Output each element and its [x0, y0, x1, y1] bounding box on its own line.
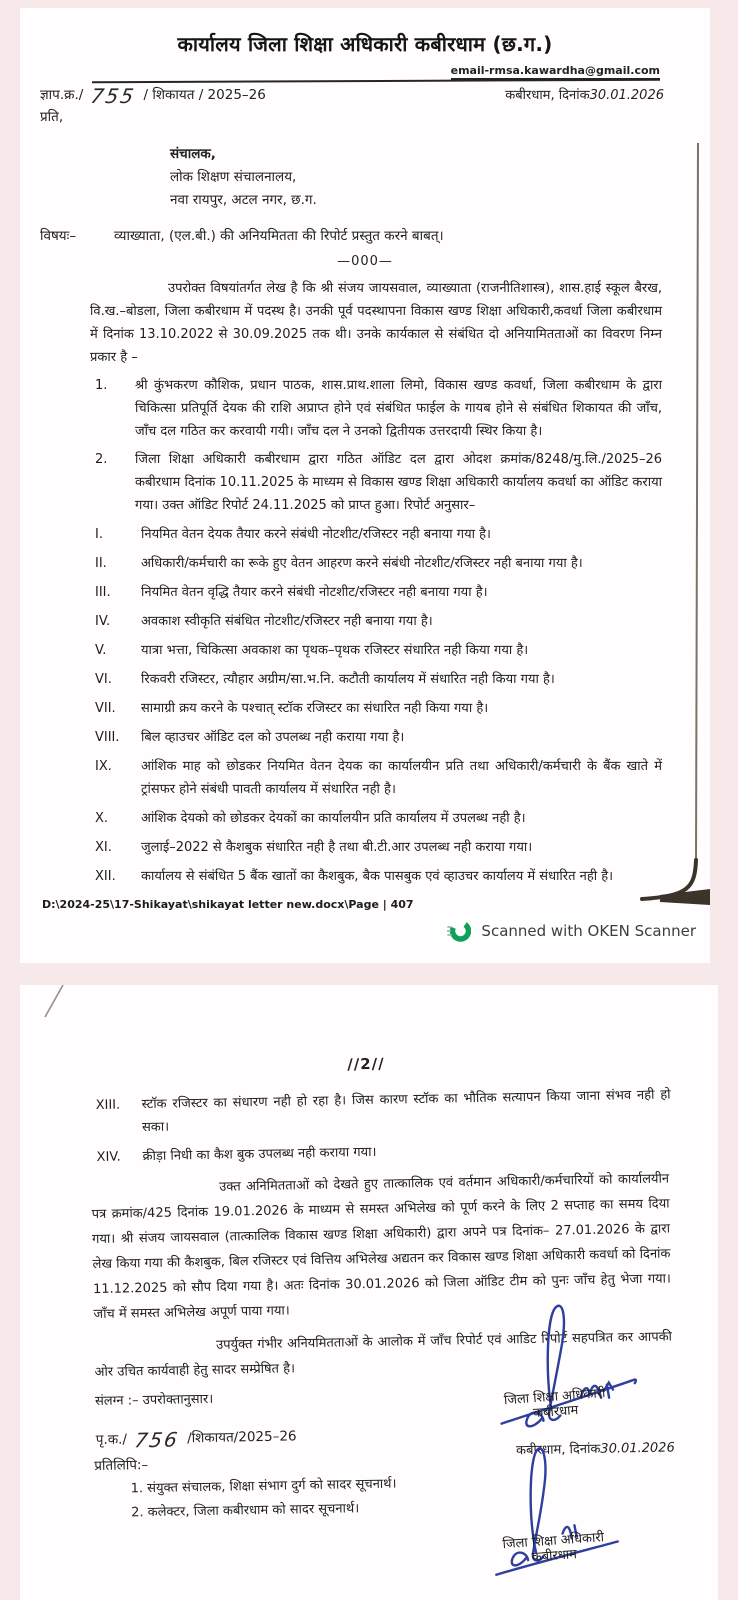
roman-number: XIV.	[96, 1149, 121, 1165]
page-number: //2//	[347, 1054, 385, 1074]
finding-text: क्रीड़ा निधी का कैश बुक उपलब्ध नही कराया गया।	[142, 1144, 377, 1165]
memo-number	[40, 84, 266, 108]
item-text: जिला शिक्षा अधिकारी कबीरधाम द्वारा गठित ऑडिट दल द्वारा ओदश क्रमांक/8248/मु.लि./2025–26 कबीरधाम दिनांक 10.11.2025 के माध्यम से विकास खण्ड शिक्षा अधिकारी कार्यालय कवर्धा का ऑडिट कराया गया। उक्त ऑडिट रिपोर्ट 24.11.2025 को प्राप्त हुआ। रिपोर्ट अनुसार–	[135, 452, 662, 513]
page2-findings	[20, 1083, 717, 1171]
finding-text: बिल व्हाउचर ऑडिट दल को उपलब्ध नही कराया गया है।	[141, 730, 405, 745]
subject-label: विषयः–	[40, 228, 77, 244]
signatory-place: कबीरधाम	[531, 1547, 578, 1566]
finding-item	[95, 581, 662, 604]
oken-scanner-badge	[443, 915, 704, 947]
email-row	[20, 59, 660, 78]
roman-number: VIII.	[95, 730, 120, 745]
copy-recipient: 1. संयुक्त संचालक, शिक्षा संभाग दुर्ग को सादर सूचनार्थ।	[130, 1476, 397, 1497]
roman-number: V.	[95, 643, 107, 658]
finding-item	[95, 1083, 671, 1140]
finding-text: अवकाश स्वीकृति संबंधित नोटशीट/रजिस्टर नही बनाया गया है।	[141, 614, 433, 629]
signatory-title: जिला शिक्षा अधिकारी	[503, 1386, 606, 1409]
finding-item	[96, 1135, 671, 1169]
memo-number-handwritten: 755	[89, 84, 138, 108]
finding-item	[95, 639, 662, 662]
reference-row	[40, 84, 664, 108]
recipient-line: लोक शिक्षण संचालनालय,	[170, 169, 297, 185]
letter-date: 30.01.2026	[589, 88, 664, 103]
endorsement-place-date	[516, 1437, 675, 1458]
subject-text: व्याख्याता, (एल.बी.) की अनियमितता की रिपोर्ट प्रस्तुत करने बाबत्।	[114, 228, 444, 244]
place-date-label: कबीरधाम, दिनांक	[505, 88, 590, 103]
page2-content	[20, 985, 718, 1600]
finding-text: नियमित वेतन वृद्धि तैयार करने संबंधी नोटशीट/रजिस्टर नही बनाया गया है।	[141, 585, 488, 600]
finding-text: आंशिक देयको को छोडकर देयकों का कार्यालयीन प्रति कार्यालय में उपलब्ध नही है।	[141, 811, 526, 826]
finding-item	[95, 807, 662, 830]
endorsement-date: 30.01.2026	[600, 1440, 675, 1457]
office-email: email-rmsa.kawardha@gmail.com	[451, 64, 660, 80]
letter-page-1	[20, 8, 710, 963]
oken-logo-icon	[447, 919, 471, 943]
finding-item	[95, 523, 662, 546]
finding-text: जुलाई–2022 से कैशबुक संधारित नही है तथा बी.टी.आर उपलब्ध नही कराया गया।	[141, 840, 533, 855]
finding-text: सामाग्री क्रय करने के पश्चात् स्टॉक रजिस्टर का संधारित नही किया गया है।	[141, 701, 489, 716]
roman-number: IV.	[95, 614, 111, 629]
finding-item	[95, 610, 662, 633]
closing-paragraph: उपर्युक्त गंभीर अनियमितताओं के आलोक में जाँच रिपोर्ट एवं आडिट रिपोर्ट सहपत्रित कर आपकी ओर उचित कार्यवाही हेतु सादर सम्प्रेषित है।	[94, 1329, 673, 1381]
finding-text: आंशिक माह को छोडकर नियमित वेतन देयक का कार्यालयीन प्रति तथा अधिकारी/कर्मचारी के बैंक खाते में ट्रांसफर होने संबंधी पावती कार्यालय में संधारित नही है।	[141, 759, 662, 797]
roman-number: XI.	[95, 840, 112, 855]
finding-text: यात्रा भत्ता, चिकित्सा अवकाश का पृथक–पृथक रजिस्टर संधारित नही किया गया है।	[141, 643, 529, 658]
separator-000: —000—	[337, 254, 393, 269]
to-label: प्रति,	[40, 109, 64, 125]
finding-item	[95, 668, 662, 691]
finding-item	[95, 726, 662, 749]
roman-number: XII.	[95, 869, 116, 884]
finding-text: स्टॉक रजिस्टर का संधारण नही हो रहा है। जिस कारण स्टॉक का भौतिक सत्यापन किया जाना संभव नही हो सका।	[141, 1087, 671, 1136]
endorsement-number	[95, 1426, 297, 1453]
finding-text: अधिकारी/कर्मचारी का रूके हुए वेतन आहरण करने संबंधी नोटशीट/रजिस्टर नही बनाया गया है।	[141, 556, 583, 571]
finding-item	[95, 865, 662, 888]
oken-badge-text: Scanned with OKEN Scanner	[481, 922, 696, 940]
recipient-block	[170, 143, 710, 212]
place-date-line	[505, 85, 664, 103]
signatory-place: कबीरधाम	[532, 1403, 579, 1422]
item-number: 2.	[95, 452, 108, 467]
intro-paragraph: उपरोक्त विषयांतर्गत लेख है कि श्री संजय जायसवाल, व्याख्याता (राजनीतिशास्त्र), शास.हाई स्कूल बैरख, वि.ख.–बोडला, जिला कबीरधाम में पदस्थ है। उनकी पूर्व पदस्थापना विकास खण्ड शिक्षा अधिकारी,कवर्धा जिला कबीरधाम में दिनांक 13.10.2022 से 30.09.2025 तक थी। उनके कार्यकाल से संबंधित दो अनियामितताओं का विवरण निम्न प्रकार है –	[90, 281, 662, 365]
roman-number: II.	[95, 556, 107, 571]
item-text: श्री कुंभकरण कौशिक, प्रधान पाठक, शास.प्राथ.शाला लिमो, विकास खण्ड कवर्धा, जिला कबीरधाम के द्वारा चिकित्सा प्रतिपूर्ति देयक की राशि अप्राप्त होने एवं संबंधित फाईल के गायब होने से संबंधित शिकायत की जाँच, जाँच दल गठित कर करवायी गयी। जाँच दल ने उनको द्वितीयक उत्तरदायी स्थिर किया है।	[135, 378, 662, 439]
copy-recipient: 2. कलेक्टर, जिला कबीरधाम को सादर सूचनार्थ।	[130, 1501, 360, 1521]
endorsement-prefix: पृ.क./	[95, 1431, 128, 1449]
roman-number: VII.	[95, 701, 116, 716]
roman-number: X.	[95, 811, 109, 826]
place-date-label: कबीरधाम, दिनांक	[515, 1441, 601, 1459]
document-file-path: D:\2024-25\17-Shikayat\shikayat letter new.docx\Page | 407	[42, 898, 414, 911]
endorsement-number-handwritten: 756	[133, 1427, 182, 1453]
item-number: 1.	[95, 378, 108, 393]
finding-text: नियमित वेतन देयक तैयार करने संबंधी नोटशीट/रजिस्टर नही बनाया गया है।	[141, 527, 491, 542]
numbered-item	[95, 448, 662, 517]
subject-row	[40, 226, 710, 244]
header-rule	[92, 79, 660, 83]
page1-content	[20, 8, 710, 963]
signatory-title: जिला शिक्षा अधिकारी	[502, 1530, 605, 1553]
roman-number: VI.	[95, 672, 112, 687]
enclosure-line: संलग्न :– उपरोक्तानुसार।	[94, 1391, 214, 1410]
recipient-line: नवा रायपुर, अटल नगर, छ.ग.	[170, 192, 317, 208]
finding-item	[95, 755, 662, 801]
recipient-line: संचालक,	[170, 146, 216, 162]
finding-item	[95, 552, 662, 575]
roman-number: XIII.	[95, 1097, 121, 1113]
roman-number: III.	[95, 585, 111, 600]
signatory-block-2	[473, 1528, 635, 1569]
roman-number: IX.	[95, 759, 112, 774]
finding-text: कार्यालय से संबंधित 5 बैंक खातों का कैशबुक, बैक पासबुक एवं व्हाउचर कार्यालय में संधारित नही है।	[141, 869, 614, 884]
finding-text: रिकवरी रजिस्टर, त्यौहार अग्रीम/सा.भ.नि. कटौती कार्यालय में संधारित नही किया गया है।	[141, 672, 555, 687]
numbered-item	[95, 374, 662, 443]
finding-item	[95, 836, 662, 859]
endorsement-suffix: /शिकायत/2025–26	[186, 1428, 297, 1447]
office-title: कार्यालय जिला शिक्षा अधिकारी कबीरधाम (छ.ग.)	[177, 32, 553, 56]
copy-label: प्रतिलिपि:–	[94, 1457, 149, 1475]
action-paragraph: उक्त अनिमितताओं को देखते हुए तात्कालिक एवं वर्तमान अधिकारी/कर्मचारियों को कार्यालयीन पत्र क्रमांक/425 दिनांक 19.01.2026 के माध्यम से समस्त अभिलेख को पूर्ण करने के लिए 2 सप्ताह का समय दिया गया। श्री संजय जायसवाल (तात्कालिक विकास खण्ड शिक्षा अधिकारी) द्वारा अपने पत्र दिनांक– 27.01.2026 के द्वारा लेख किया गया की कैशबुक, बिल रजिस्टर एवं वित्तिय अभिलेख अद्यतन कर विकास खण्ड शिक्षा अधिकारी कवर्धा को दिनांक 11.12.2025 को सौप दिया गया है। अतः दिनांक 30.01.2026 को जिला ऑडिट टीम को पुनः जाँच हेतु भेजा गया। जाँच में समस्त अभिलेख अपूर्ण पाया गया।	[91, 1171, 672, 1323]
copy-recipients	[130, 1473, 397, 1526]
roman-number: I.	[95, 527, 103, 542]
letter-page-2	[20, 985, 718, 1600]
memo-prefix: ज्ञाप.क्र./	[40, 87, 84, 103]
memo-suffix: / शिकायत / 2025–26	[143, 87, 266, 103]
finding-item	[95, 697, 662, 720]
